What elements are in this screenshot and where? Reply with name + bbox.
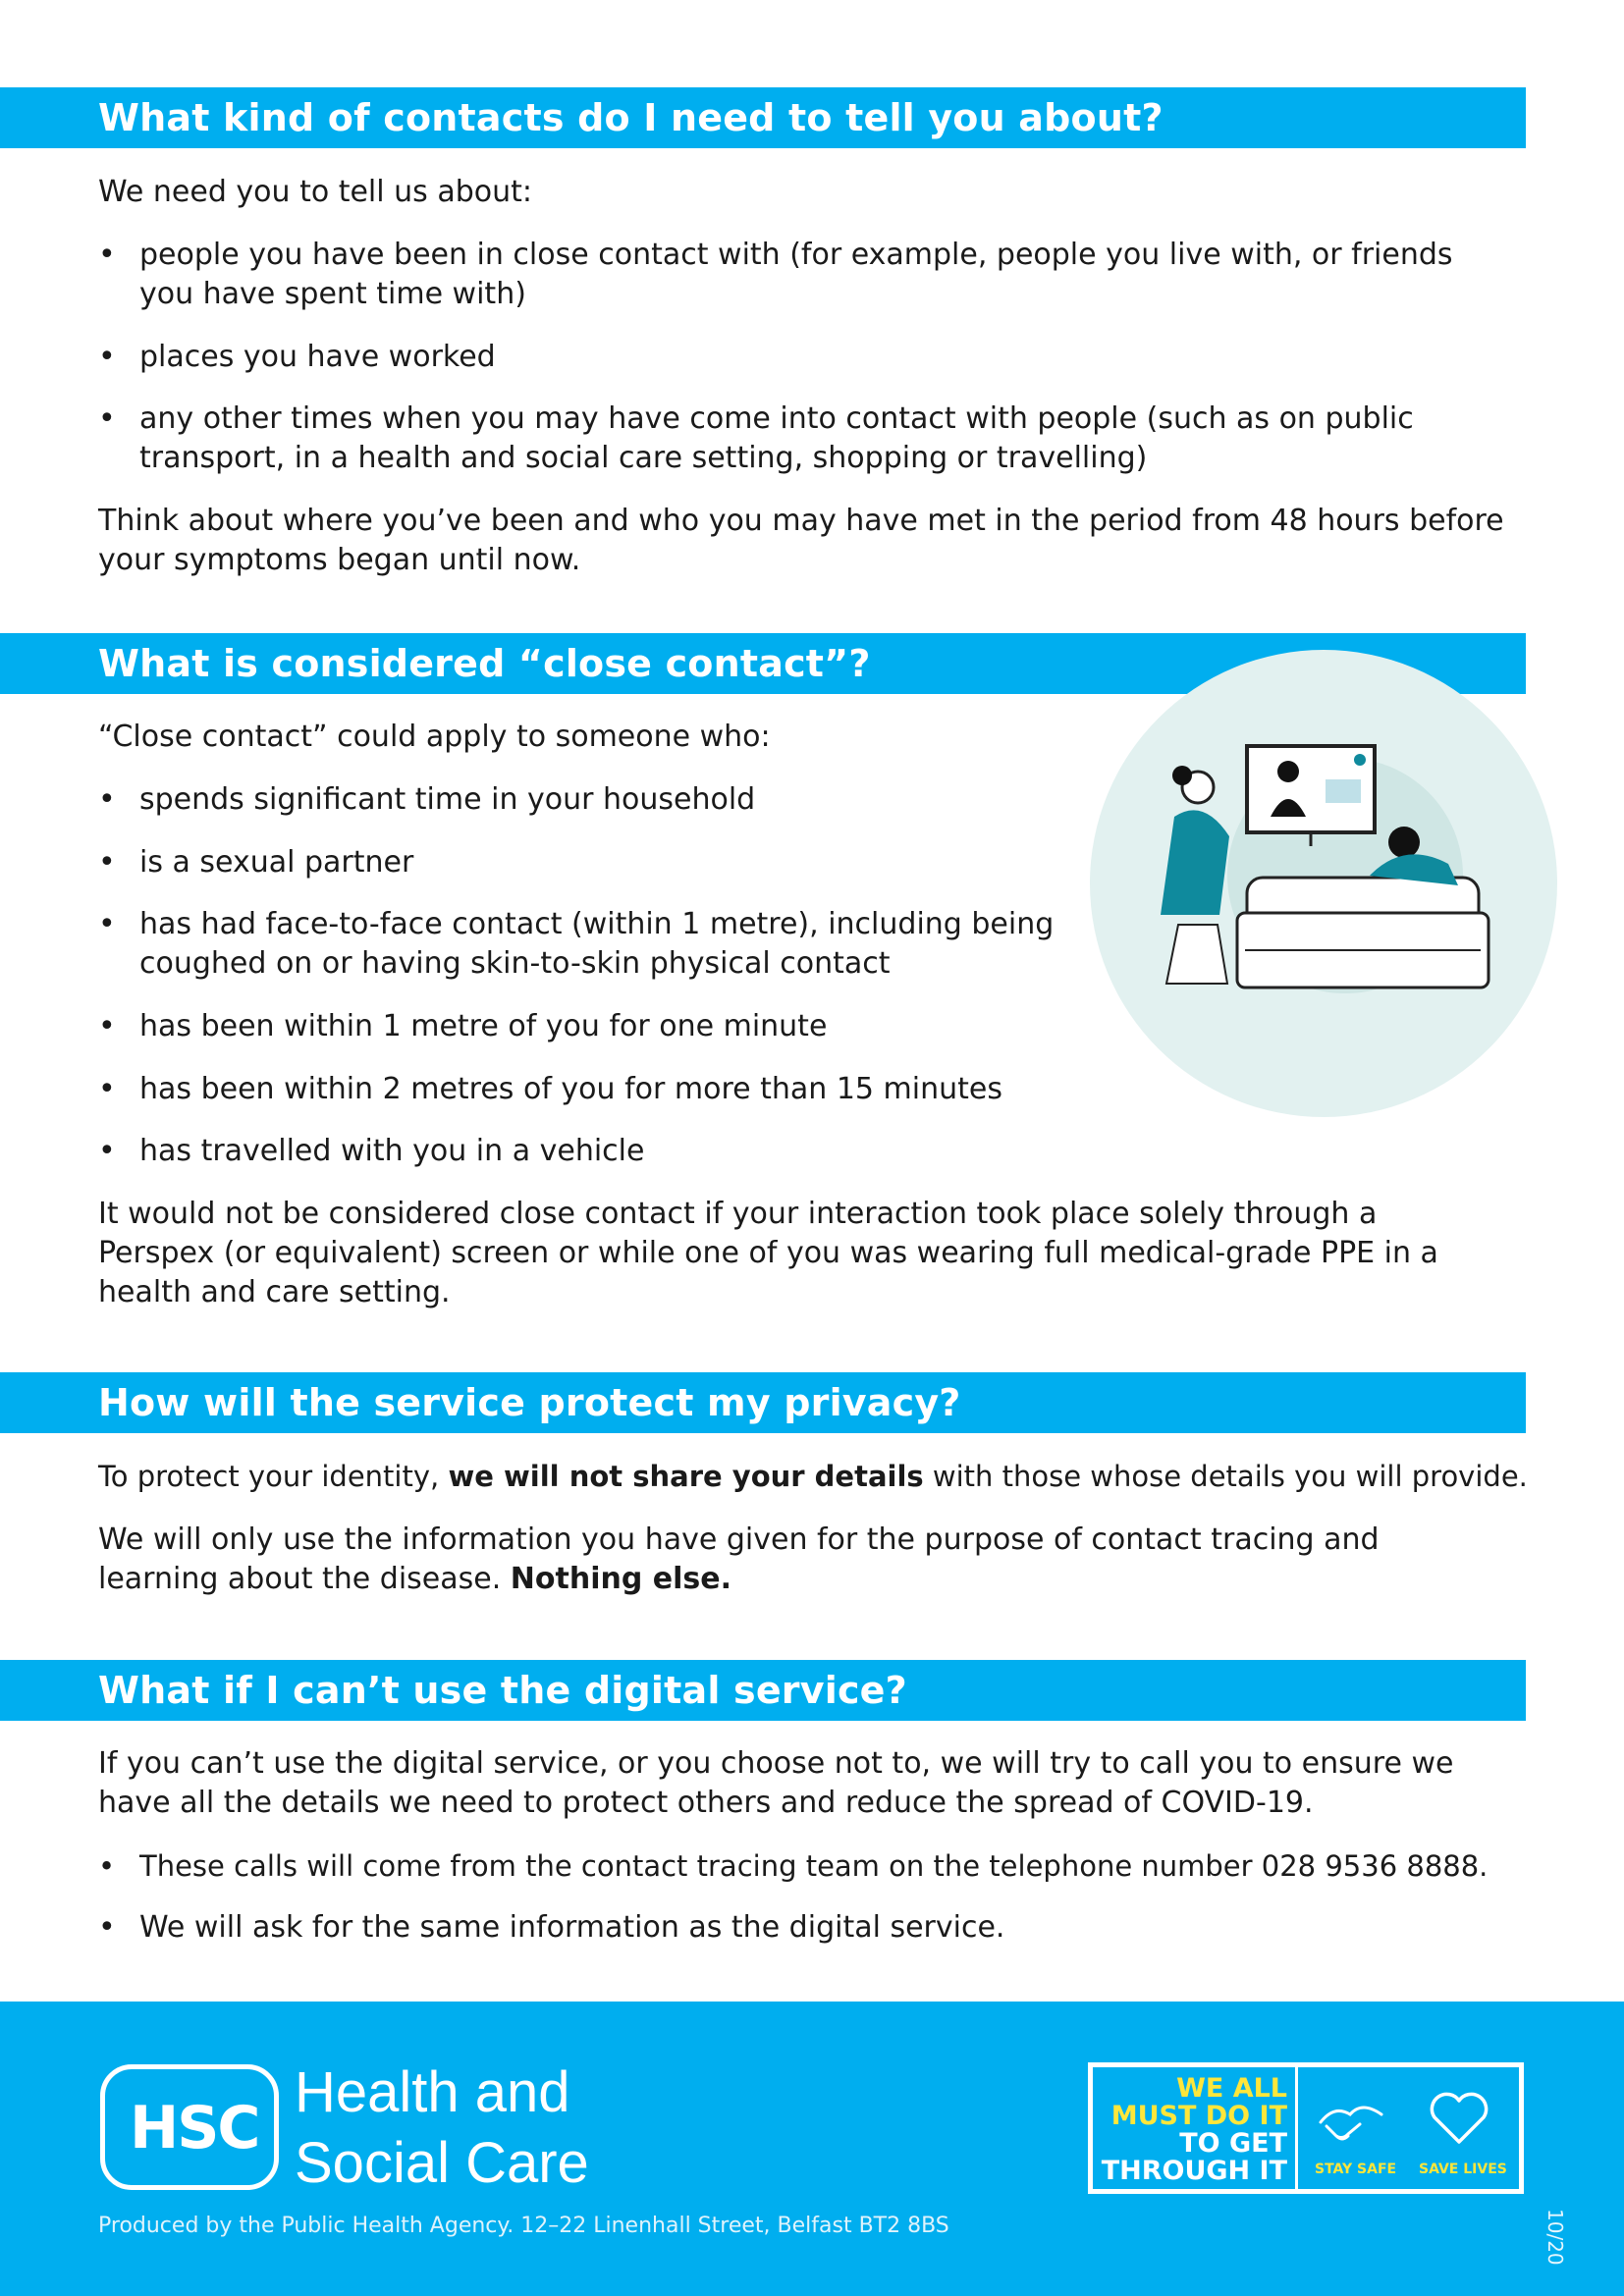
- paragraph: have all the details we need to protect others and reduce the spread of COVID-19.: [98, 1786, 1314, 1820]
- paragraph: We will only use the information you have given for the purpose of contact tracing and: [98, 1522, 1380, 1557]
- bullet-item: • These calls will come from the contact tracing team on the telephone number 028 9536 8888.: [98, 1849, 1489, 1883]
- bullet-item: • people you have been in close contact with (for example, people you live with, or friends you have spent time with): [98, 238, 1453, 311]
- bullet-item: • has been within 2 metres of you for more than 15 minutes: [98, 1072, 1002, 1106]
- section-heading-band: [0, 87, 1526, 148]
- document-code: 10/20: [1543, 2209, 1567, 2266]
- section-heading-privacy: How will the service protect my privacy?: [98, 1381, 961, 1424]
- bullet-item: • is a sexual partner: [98, 845, 414, 880]
- bullet-item: • has travelled with you in a vehicle: [98, 1134, 645, 1168]
- bullet-item: • has had face-to-face contact (within 1 metre), including being coughed on or having skin-to-skin physical contact: [98, 907, 1055, 981]
- section-heading-band: [0, 1372, 1526, 1433]
- section-heading-contacts: What kind of contacts do I need to tell you about?: [98, 96, 1164, 139]
- bullet-item: • has been within 1 metre of you for one minute: [98, 1009, 828, 1043]
- we-all-must-do-it-badge: WE ALL MUST DO IT TO GET THROUGH IT STAY SAFE SAVE LIVES: [1088, 2062, 1524, 2194]
- producer-address: Produced by the Public Health Agency. 12–22 Linenhall Street, Belfast BT2 8BS: [98, 2214, 949, 2238]
- hsc-logo-text: HSC: [130, 2094, 259, 2163]
- intro-text: We need you to tell us about:: [98, 175, 532, 209]
- paragraph: To protect your identity, we will not share your details with those whose details you will provide.: [98, 1460, 1528, 1493]
- bullet-item: • any other times when you may have come into contact with people (such as on public transport, in a health and social care setting, shopping or travelling): [98, 401, 1414, 475]
- paragraph: learning about the disease. Nothing else.: [98, 1562, 732, 1596]
- save-lives-label: SAVE LIVES: [1419, 2162, 1507, 2177]
- brand-name-line2: Social Care: [295, 2131, 589, 2195]
- paragraph: Perspex (or equivalent) screen or while one of you was wearing full medical-grade PPE in a: [98, 1236, 1438, 1270]
- paragraph: It would not be considered close contact if your interaction took place solely through a: [98, 1197, 1378, 1231]
- bullet-item: • places you have worked: [98, 340, 496, 374]
- paragraph: If you can’t use the digital service, or you choose not to, we will try to call you to ensure we: [98, 1746, 1454, 1781]
- paragraph: your symptoms began until now.: [98, 543, 581, 577]
- section-heading-band: [0, 1660, 1526, 1721]
- heart-icon: [1429, 2091, 1489, 2148]
- section-heading-digital-service: What if I can’t use the digital service?: [98, 1669, 907, 1712]
- section-heading-close-contact: What is considered “close contact”?: [98, 642, 871, 685]
- bullet-item: • We will ask for the same information as the digital service.: [98, 1910, 1005, 1945]
- stay-safe-label: STAY SAFE: [1315, 2162, 1397, 2177]
- bullet-item: • spends significant time in your household: [98, 782, 756, 817]
- paragraph: Think about where you’ve been and who you may have met in the period from 48 hours before: [98, 504, 1504, 538]
- paragraph: health and care setting.: [98, 1275, 451, 1309]
- brand-name-line1: Health and: [295, 2060, 570, 2124]
- family-watching-tv-illustration: [1080, 650, 1567, 1117]
- handshake-icon: [1317, 2093, 1385, 2148]
- intro-text: “Close contact” could apply to someone who:: [98, 720, 771, 754]
